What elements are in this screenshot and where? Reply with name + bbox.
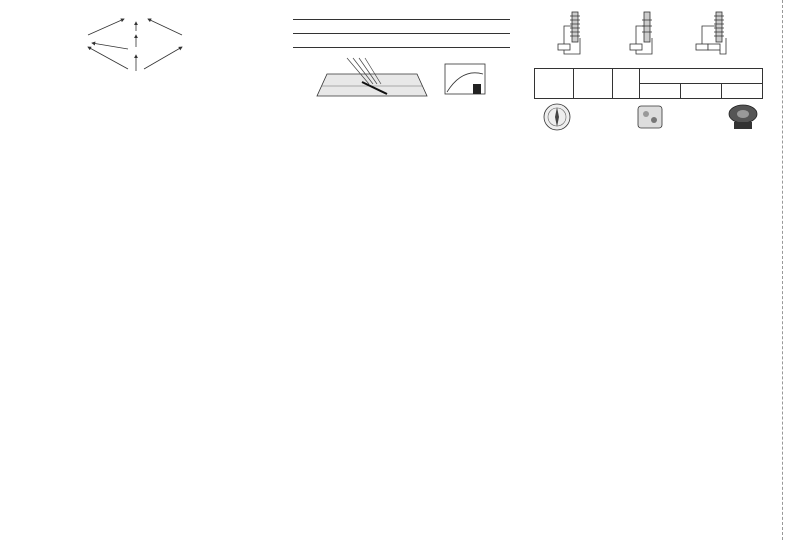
food-web-diagram <box>16 9 261 83</box>
exam-page-4 <box>0 0 267 540</box>
th-trial-2 <box>681 84 722 99</box>
experiment-record-table <box>534 68 763 99</box>
figure-1-tank-drawing <box>317 58 427 96</box>
compass-icon <box>540 102 574 132</box>
binding-dashed-line <box>782 0 783 540</box>
figure-2-mirror-drawing <box>445 64 485 94</box>
answer-line-2[interactable] <box>293 24 510 34</box>
binding-margin <box>772 0 794 540</box>
th-coil-turns <box>574 69 613 99</box>
fridge-magnet-icon <box>633 102 667 132</box>
option-fridge-magnet[interactable] <box>633 102 667 133</box>
answer-line-3[interactable] <box>293 38 510 48</box>
th-trial-1 <box>640 84 681 99</box>
answer-line-1[interactable] <box>293 10 510 20</box>
th-pin-count <box>640 69 763 84</box>
speaker-icon <box>726 102 760 132</box>
th-battery-count <box>613 69 640 99</box>
electromagnet-devices-figure <box>532 6 768 66</box>
rainbow-experiment-figure <box>287 54 516 118</box>
q6-options <box>532 102 768 133</box>
option-compass[interactable] <box>540 102 574 133</box>
exam-page-5 <box>267 0 522 540</box>
exam-page-6 <box>522 0 772 540</box>
option-speaker[interactable] <box>726 102 760 133</box>
th-trial-3 <box>722 84 763 99</box>
th-device <box>535 69 574 99</box>
